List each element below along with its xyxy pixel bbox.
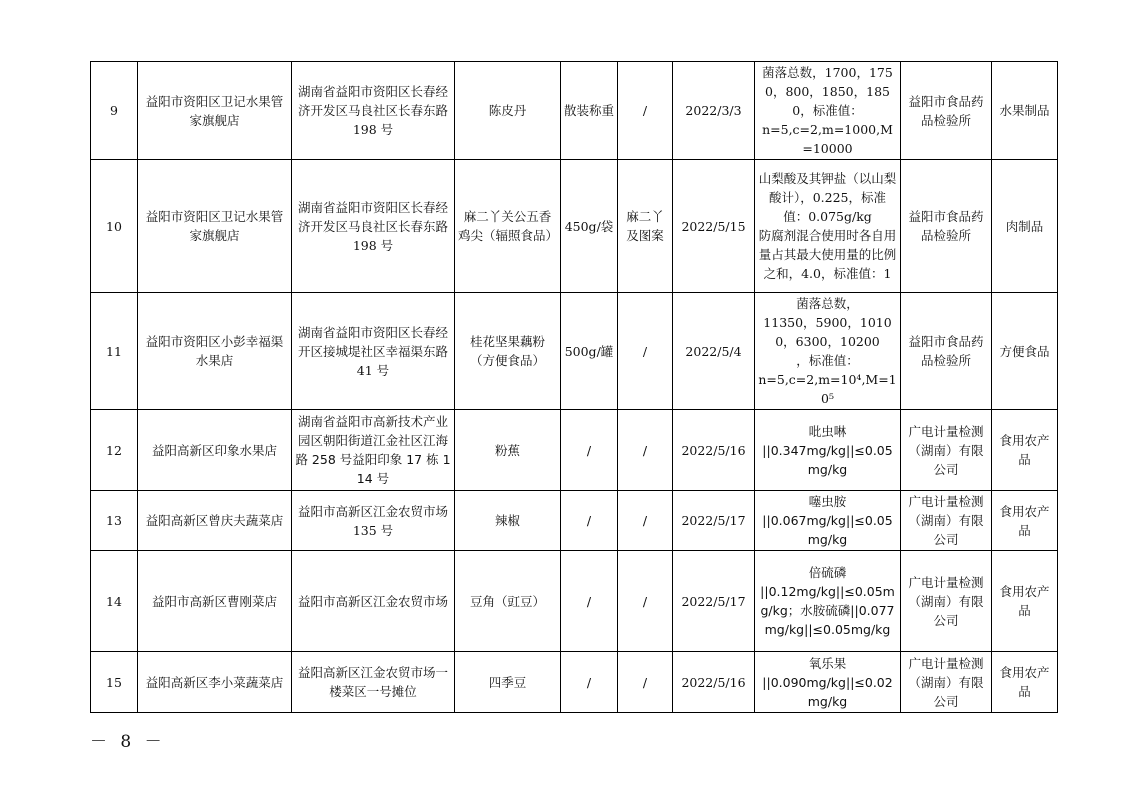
results-table [90,61,1058,713]
table-row [91,652,1058,713]
testing-lab: 益阳市食品药品检验所 [901,62,992,160]
testing-lab: 益阳市食品药品检验所 [901,160,992,293]
production-date: 2022/5/17 [673,491,755,551]
page-number: － 8 － [90,732,166,752]
production-date: 2022/5/16 [673,652,755,713]
store-name: 益阳市资阳区小彭幸福渠水果店 [138,293,292,410]
test-result: 山梨酸及其钾盐（以山梨酸计），0.225，标准值：0.075g/kg 防腐剂混合使用时各自用量占其最大使用量的比例之和，4.0，标准值：1 [755,160,901,293]
table-row [91,491,1058,551]
row-number: 9 [91,62,138,160]
store-name: 益阳市资阳区卫记水果管家旗舰店 [138,62,292,160]
product-name: 粉蕉 [455,410,561,491]
row-number: 10 [91,160,138,293]
test-result: 菌落总数， 11350，5900，10100，6300，10200 ，标准值： n=5,c=2,m=10⁴,M=10⁵ [755,293,901,410]
test-result: 吡虫啉 ||0.347mg/kg||≤0.05mg/kg [755,410,901,491]
table-row [91,410,1058,491]
product-name: 豆角（豇豆） [455,551,561,652]
table-row [91,160,1058,293]
test-result: 氧乐果 ||0.090mg/kg||≤0.02mg/kg [755,652,901,713]
store-name: 益阳高新区李小菜蔬菜店 [138,652,292,713]
product-name: 麻二丫关公五香鸡尖（辐照食品） [455,160,561,293]
food-category: 肉制品 [992,160,1058,293]
store-name: 益阳市高新区曹刚菜店 [138,551,292,652]
product-brand: / [618,491,673,551]
test-result: 噻虫胺 ||0.067mg/kg||≤0.05mg/kg [755,491,901,551]
store-address: 益阳高新区江金农贸市场一楼菜区一号摊位 [292,652,455,713]
store-address: 湖南省益阳市资阳区长春经济开发区马良社区长春东路 198 号 [292,62,455,160]
row-number: 14 [91,551,138,652]
test-result: 倍硫磷 ||0.12mg/kg||≤0.05mg/kg；水胺硫磷||0.077mg/kg||≤0.05mg/kg [755,551,901,652]
food-category: 食用农产品 [992,551,1058,652]
food-category: 水果制品 [992,62,1058,160]
product-brand: / [618,293,673,410]
test-result: 菌落总数，1700，1750，800，1850，1850，标准值： n=5,c=2,m=1000,M=10000 [755,62,901,160]
food-category: 方便食品 [992,293,1058,410]
food-category: 食用农产品 [992,652,1058,713]
production-date: 2022/5/17 [673,551,755,652]
product-name: 辣椒 [455,491,561,551]
row-number: 12 [91,410,138,491]
production-date: 2022/5/15 [673,160,755,293]
table-row [91,551,1058,652]
product-spec: 散装称重 [561,62,618,160]
store-name: 益阳高新区印象水果店 [138,410,292,491]
store-address: 湖南省益阳市高新技术产业园区朝阳街道江金社区江海路 258 号益阳印象 17 栋 114 号 [292,410,455,491]
testing-lab: 广电计量检测（湖南）有限公司 [901,652,992,713]
product-name: 桂花坚果藕粉（方便食品） [455,293,561,410]
product-brand: / [618,410,673,491]
food-category: 食用农产品 [992,491,1058,551]
production-date: 2022/5/4 [673,293,755,410]
product-brand: / [618,62,673,160]
row-number: 15 [91,652,138,713]
production-date: 2022/5/16 [673,410,755,491]
product-name: 四季豆 [455,652,561,713]
store-address: 益阳市高新区江金农贸市场 135 号 [292,491,455,551]
product-name: 陈皮丹 [455,62,561,160]
product-spec: / [561,410,618,491]
product-spec: / [561,551,618,652]
product-spec: / [561,652,618,713]
testing-lab: 广电计量检测（湖南）有限公司 [901,410,992,491]
product-spec: 500g/罐 [561,293,618,410]
product-brand: / [618,551,673,652]
product-spec: / [561,491,618,551]
store-address: 湖南省益阳市资阳区长春经济开发区马良社区长春东路 198 号 [292,160,455,293]
store-name: 益阳市资阳区卫记水果管家旗舰店 [138,160,292,293]
testing-lab: 广电计量检测（湖南）有限公司 [901,491,992,551]
product-brand: 麻二丫及图案 [618,160,673,293]
row-number: 11 [91,293,138,410]
product-spec: 450g/袋 [561,160,618,293]
production-date: 2022/3/3 [673,62,755,160]
testing-lab: 广电计量检测（湖南）有限公司 [901,551,992,652]
food-category: 食用农产品 [992,410,1058,491]
store-address: 湖南省益阳市资阳区长春经开区接城堤社区幸福渠东路 41 号 [292,293,455,410]
product-brand: / [618,652,673,713]
store-name: 益阳高新区曾庆夫蔬菜店 [138,491,292,551]
row-number: 13 [91,491,138,551]
table-row [91,62,1058,160]
testing-lab: 益阳市食品药品检验所 [901,293,992,410]
table-row [91,293,1058,410]
store-address: 益阳市高新区江金农贸市场 [292,551,455,652]
